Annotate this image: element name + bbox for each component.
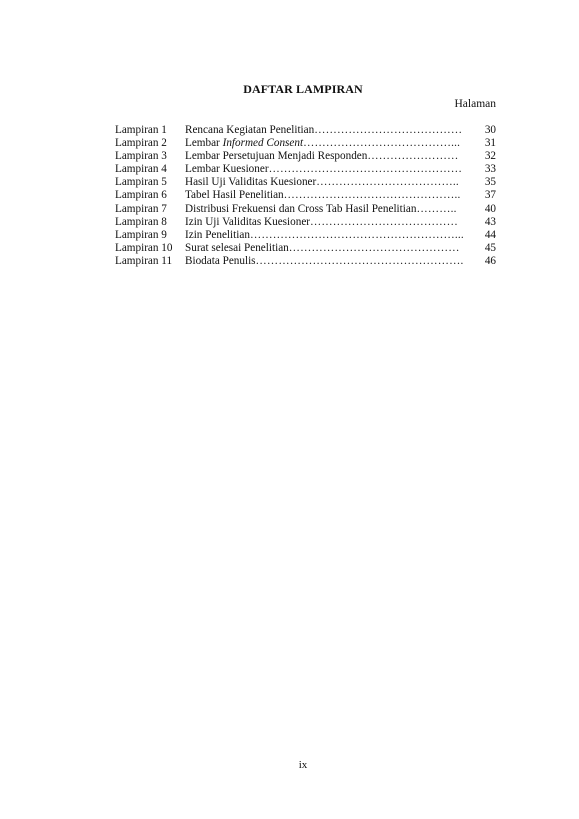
- dot-leader: …………………………………: [314, 124, 463, 136]
- appendix-entry: [185, 255, 481, 268]
- appendix-title: Distribusi Frekuensi dan Cross Tab Hasil Penelitian: [185, 202, 417, 215]
- dot-leader: ……………………: [367, 150, 459, 163]
- appendix-label: Lampiran 6: [115, 189, 167, 202]
- list-item: [115, 255, 496, 268]
- list-item: [115, 163, 496, 176]
- appendix-label: Lampiran 7: [115, 202, 167, 215]
- appendix-label: Lampiran 3: [115, 150, 167, 163]
- list-item: [115, 124, 496, 137]
- appendix-title: Biodata Penulis: [185, 254, 256, 267]
- list-item: [115, 216, 496, 229]
- dot-leader: …………………………………: [310, 215, 459, 228]
- appendix-page-number: 40: [484, 202, 496, 215]
- appendix-page-number: 43: [484, 215, 496, 228]
- appendix-title: Izin Uji Validitas Kuesioner: [185, 215, 311, 228]
- appendix-title: Hasil Uji Validitas Kuesioner: [185, 176, 317, 189]
- appendix-page-number: 32: [484, 150, 496, 163]
- appendix-page-number: 45: [484, 241, 496, 254]
- appendix-entry: [185, 203, 481, 216]
- appendix-entry: [185, 176, 481, 189]
- appendix-label: Lampiran 1: [115, 124, 167, 136]
- list-item: [115, 229, 496, 242]
- appendix-entry: [185, 242, 481, 255]
- appendix-title: Izin Penelitian: [185, 228, 250, 241]
- appendix-page-number: 46: [484, 254, 496, 267]
- list-item: [115, 203, 496, 216]
- footer-page-number: ix: [298, 759, 308, 771]
- appendix-title: Rencana Kegiatan Penelitian: [185, 124, 315, 136]
- appendix-title: Surat selesai Penelitian: [185, 241, 289, 254]
- appendix-label: Lampiran 2: [115, 137, 167, 150]
- appendix-label: Lampiran 11: [115, 254, 173, 267]
- appendix-label: Lampiran 9: [115, 228, 167, 241]
- appendix-page-number: 33: [484, 163, 496, 176]
- dot-leader: ………………………………………………...: [249, 228, 464, 241]
- appendix-page-number: 44: [484, 228, 496, 241]
- page-title: DAFTAR LAMPIRAN: [243, 82, 363, 96]
- appendix-entry: [185, 150, 481, 163]
- dot-leader: ………………………………………: [288, 241, 460, 254]
- list-item: [115, 189, 496, 202]
- appendix-page-number: 30: [484, 124, 496, 136]
- appendix-list: [115, 124, 496, 268]
- list-item: [115, 176, 496, 189]
- dot-leader: ………..: [416, 202, 457, 215]
- dot-leader: ………………………………………..: [283, 189, 461, 202]
- appendix-entry: [185, 163, 481, 176]
- appendix-label: Lampiran 4: [115, 163, 167, 176]
- appendix-label: Lampiran 8: [115, 215, 167, 228]
- appendix-entry: [185, 229, 481, 242]
- appendix-title: Lembar Kuesioner: [185, 163, 269, 176]
- list-item: [115, 150, 496, 163]
- page-column-header: Halaman: [454, 98, 496, 110]
- appendix-entry: [185, 137, 481, 150]
- dot-leader: ……………………………………………: [268, 163, 463, 176]
- appendix-label: Lampiran 5: [115, 176, 167, 189]
- appendix-page-number: 37: [484, 189, 496, 202]
- appendix-entry: [185, 124, 481, 137]
- appendix-page-number: 31: [484, 137, 496, 150]
- appendix-title: Tabel Hasil Penelitian: [185, 189, 284, 202]
- list-item: [115, 242, 496, 255]
- dot-leader: …………………………………...: [303, 137, 461, 150]
- list-item: [115, 137, 496, 150]
- appendix-title: Lembar Persetujuan Menjadi Responden: [185, 150, 368, 163]
- appendix-title: Lembar Informed Consent: [185, 137, 304, 150]
- appendix-label: Lampiran 10: [115, 241, 173, 254]
- dot-leader: ……………………………………………….: [255, 254, 464, 267]
- appendix-page-number: 35: [484, 176, 496, 189]
- dot-leader: ………………………………..: [316, 176, 459, 189]
- appendix-entry: [185, 216, 481, 229]
- appendix-entry: [185, 189, 481, 202]
